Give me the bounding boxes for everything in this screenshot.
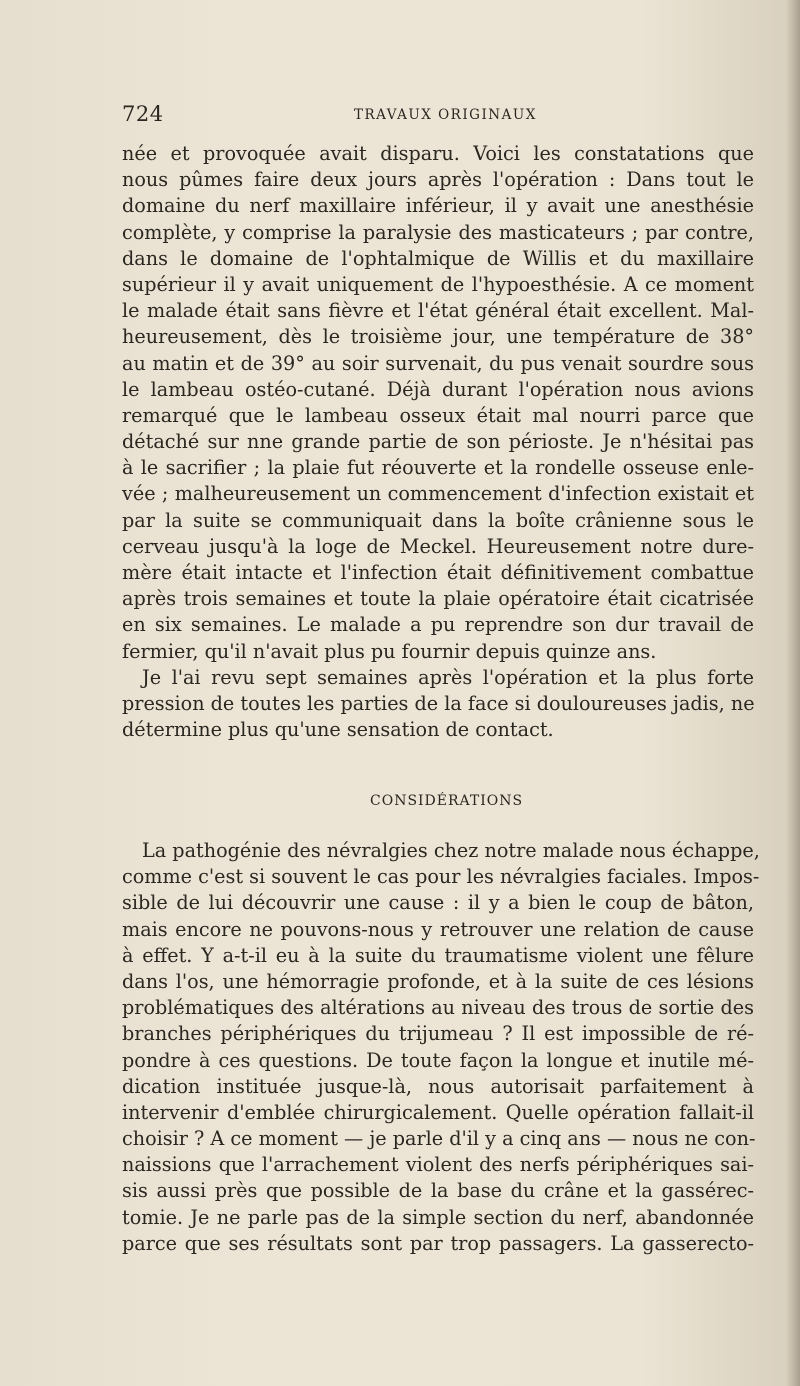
text-line: naissions que l'arrachement violent des nerfs périphériques sai-: [122, 1153, 754, 1177]
text-line: par la suite se communiquait dans la boîte crânienne sous le: [122, 508, 754, 532]
text-line: cerveau jusqu'à la loge de Meckel. Heureusement notre dure-: [122, 534, 754, 558]
text-line: mais encore ne pouvons-nous y retrouver une relation de cause: [122, 917, 754, 941]
text-line: mère était intacte et l'infection était définitivement combattue: [122, 561, 754, 584]
text-line: sis aussi près que possible de la base du crâne et la gassérec-: [122, 1179, 754, 1203]
text-line: dans l'os, une hémorragie profonde, et à la suite de ces lésions: [122, 969, 754, 993]
text-line: à le sacrifier ; la plaie fut réouverte et la rondelle osseuse enle-: [122, 456, 754, 480]
text-line: domaine du nerf maxillaire inférieur, il y avait une anesthésie: [122, 194, 754, 218]
text-line: La pathogénie des névralgies chez notre malade nous échappe,: [142, 839, 760, 862]
text-line: née et provoquée avait disparu. Voici les constatations que: [122, 142, 754, 165]
text-line: sible de lui découvrir une cause : il y a bien le coup de bâton,: [122, 891, 754, 915]
text-line: dans le domaine de l'ophtalmique de Willis et du maxillaire: [122, 246, 754, 270]
text-line: au matin et de 39° au soir survenait, du pus venait sourdre sous: [122, 351, 754, 375]
text-line: remarqué que le lambeau osseux était mal nourri parce que: [122, 403, 754, 427]
text-line: complète, y comprise la paralysie des masticateurs ; par contre,: [122, 220, 754, 244]
text-line: branches périphériques du trijumeau ? Il est impossible de ré-: [122, 1022, 754, 1046]
section-title: CONSIDÉRATIONS: [370, 793, 524, 809]
body-paragraphs-top: [122, 141, 754, 743]
page-number: 724: [122, 102, 164, 126]
text-line: dication instituée jusque-là, nous autorisait parfaitement à: [122, 1074, 754, 1098]
text-line: après trois semaines et toute la plaie opératoire était cicatrisée: [122, 587, 754, 611]
text-line: Je l'ai revu sept semaines après l'opération et la plus forte: [142, 665, 754, 689]
text-line: choisir ? A ce moment — je parle d'il y a cinq ans — nous ne con-: [122, 1127, 756, 1151]
text-line: le malade était sans fièvre et l'état général était excellent. Mal-: [122, 299, 754, 323]
text-line: pondre à ces questions. De toute façon la longue et inutile mé-: [122, 1048, 754, 1072]
text-line: comme c'est si souvent le cas pour les névralgies faciales. Impos-: [122, 865, 760, 889]
body-paragraphs-bottom: [122, 838, 760, 1257]
text-line: détermine plus qu'une sensation de contact.: [122, 718, 554, 742]
text-line: intervenir d'emblée chirurgicalement. Quelle opération fallait-il: [122, 1100, 754, 1124]
page-spine-shadow: [786, 0, 800, 1386]
text-line: nous pûmes faire deux jours après l'opération : Dans tout le: [122, 168, 754, 192]
text-line: pression de toutes les parties de la face si douloureuses jadis, ne: [122, 691, 755, 715]
text-line: détaché sur nne grande partie de son périoste. Je n'hésitai pas: [122, 430, 754, 454]
text-line: supérieur il y avait uniquement de l'hypoesthésie. A ce moment: [122, 272, 754, 296]
text-line: heureusement, dès le troisième jour, une température de 38°: [122, 325, 754, 349]
text-line: problématiques des altérations au niveau des trous de sortie des: [122, 996, 754, 1020]
page-header: [122, 102, 752, 128]
text-line: vée ; malheureusement un commencement d'infection existait et: [122, 482, 754, 506]
text-line: en six semaines. Le malade a pu reprendre son dur travail de: [122, 613, 754, 637]
running-head: TRAVAUX ORIGINAUX: [354, 107, 537, 123]
text-line: fermier, qu'il n'avait plus pu fournir depuis quinze ans.: [122, 639, 657, 663]
text-line: à effet. Y a-t-il eu à la suite du traumatisme violent une fêlure: [122, 943, 754, 967]
text-line: tomie. Je ne parle pas de la simple section du nerf, abandonnée: [122, 1205, 754, 1229]
text-line: le lambeau ostéo-cutané. Déjà durant l'opération nous avions: [122, 377, 754, 401]
text-line: parce que ses résultats sont par trop passagers. La gasserecto-: [122, 1231, 754, 1255]
